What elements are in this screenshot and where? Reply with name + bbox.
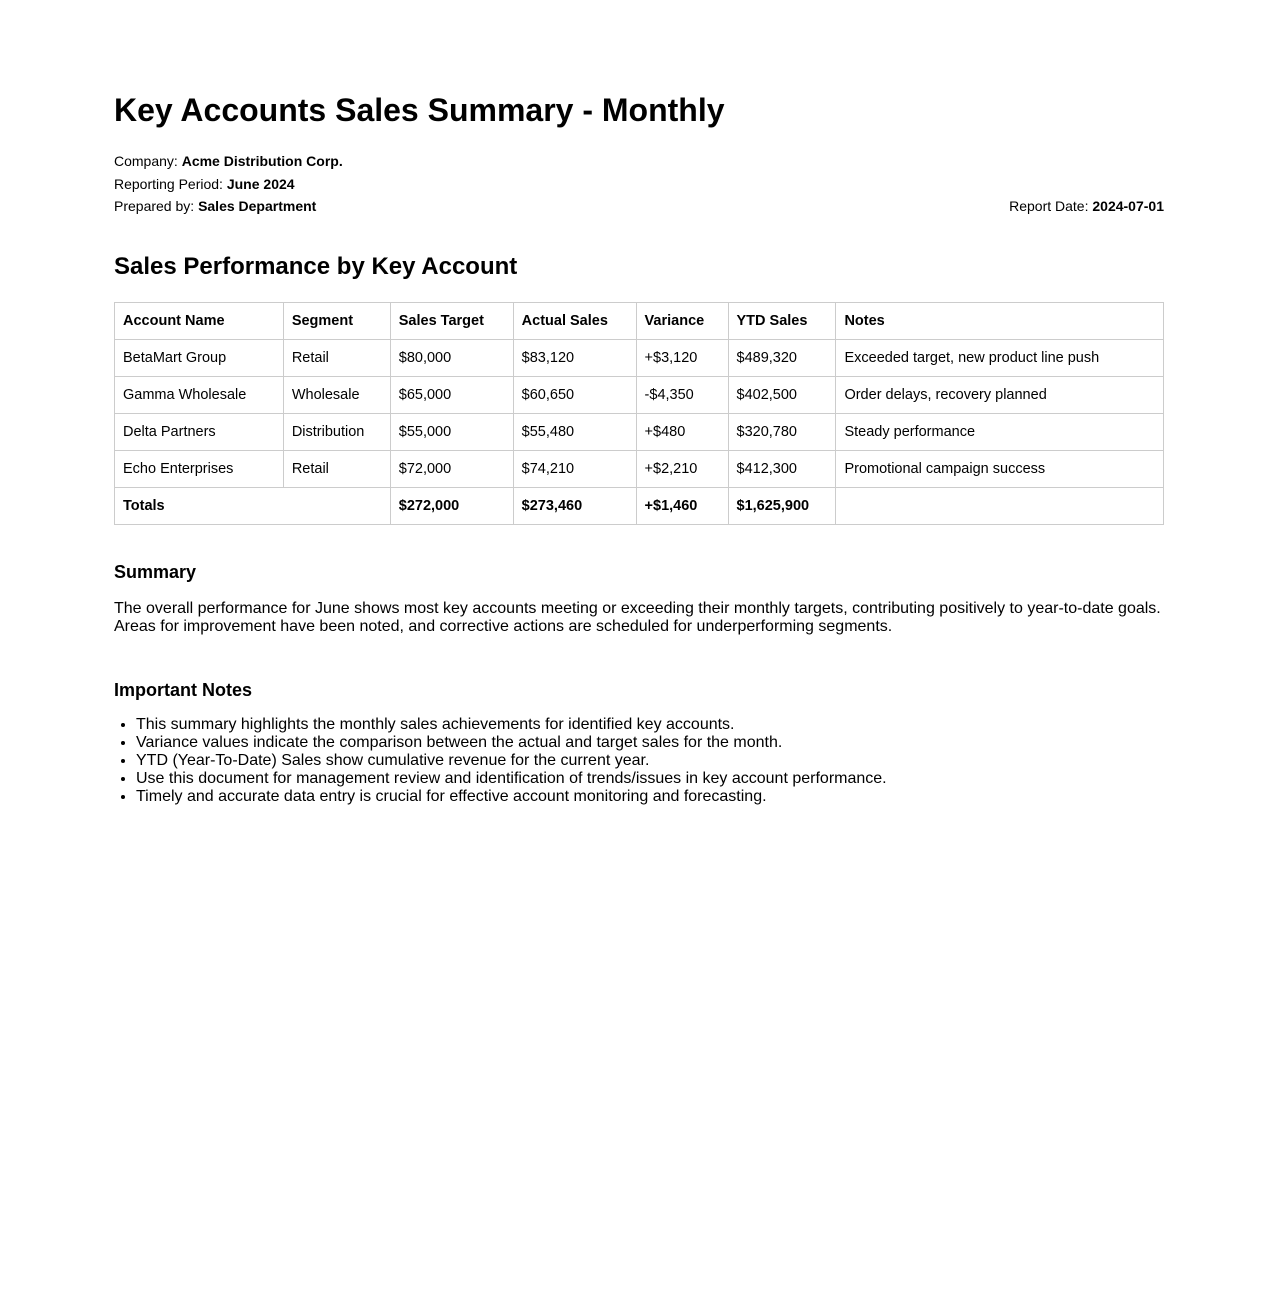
cell-ytd-sales: $489,320 — [728, 339, 836, 376]
cell-account-name: Delta Partners — [115, 413, 284, 450]
prepared-label: Prepared by: — [114, 198, 195, 214]
company-value: Acme Distribution Corp. — [181, 153, 343, 169]
period-value: June 2024 — [226, 175, 295, 192]
report-date-value: 2024-07-01 — [1092, 198, 1164, 214]
cell-actual-sales: $55,480 — [513, 413, 636, 450]
cell-sales-target: $72,000 — [390, 450, 513, 487]
totals-notes — [836, 487, 1164, 524]
table-row — [115, 376, 1164, 413]
report-date-label: Report Date: — [1009, 198, 1089, 214]
cell-account-name: Echo Enterprises — [115, 450, 284, 487]
prepared-value: Sales Department — [198, 198, 317, 214]
cell-variance: +$480 — [636, 413, 728, 450]
cell-segment: Distribution — [283, 413, 390, 450]
cell-ytd-sales: $412,300 — [728, 450, 836, 487]
cell-ytd-sales: $320,780 — [728, 413, 836, 450]
header-sales-target: Sales Target — [390, 302, 513, 339]
cell-notes: Promotional campaign success — [836, 450, 1164, 487]
period-line — [114, 173, 1164, 196]
cell-sales-target: $65,000 — [390, 376, 513, 413]
cell-sales-target: $55,000 — [390, 413, 513, 450]
page-title: Key Accounts Sales Summary - Monthly — [114, 92, 725, 128]
cell-actual-sales: $83,120 — [513, 339, 636, 376]
totals-row — [115, 487, 1164, 524]
report-meta — [114, 150, 1164, 218]
important-notes-list — [114, 716, 1164, 806]
list-item: • Timely and accurate data entry is crucial for effective account monitoring and forecasting. — [136, 788, 1164, 806]
totals-label: Totals — [115, 487, 391, 524]
header-actual-sales: Actual Sales — [513, 302, 636, 339]
cell-account-name: BetaMart Group — [115, 339, 284, 376]
totals-ytd-sales: $1,625,900 — [728, 487, 836, 524]
section-title: Sales Performance by Key Account — [114, 252, 518, 280]
prepared-line — [114, 195, 1164, 218]
table-row — [115, 450, 1164, 487]
summary-text: The overall performance for June shows most key accounts meeting or exceeding their monthly targets, contributing positively to year-to-date goals. Areas for improvement have been noted, and corrective actions are scheduled for underperforming segments. — [114, 599, 1161, 635]
period-label: Reporting Period: — [114, 175, 223, 192]
totals-variance: +$1,460 — [636, 487, 728, 524]
cell-sales-target: $80,000 — [390, 339, 513, 376]
company-label: Company: — [114, 153, 178, 169]
company-line — [114, 150, 1164, 173]
cell-segment: Wholesale — [283, 376, 390, 413]
cell-variance: +$3,120 — [636, 339, 728, 376]
totals-sales-target: $272,000 — [390, 487, 513, 524]
totals-actual-sales: $273,460 — [513, 487, 636, 524]
sales-table — [114, 302, 1164, 525]
cell-notes: Steady performance — [836, 413, 1164, 450]
header-segment: Segment — [283, 302, 390, 339]
table-row — [115, 339, 1164, 376]
cell-segment: Retail — [283, 339, 390, 376]
list-item: • YTD (Year-To-Date) Sales show cumulative revenue for the current year. — [136, 752, 1164, 770]
report-page — [114, 0, 1164, 806]
header-account-name: Account Name — [115, 302, 284, 339]
cell-variance: -$4,350 — [636, 376, 728, 413]
summary-heading: Summary — [114, 561, 197, 582]
list-item: • Use this document for management review and identification of trends/issues in key account performance. — [136, 770, 1164, 788]
cell-notes: Order delays, recovery planned — [836, 376, 1164, 413]
cell-variance: +$2,210 — [636, 450, 728, 487]
header-notes: Notes — [836, 302, 1164, 339]
table-header-row — [115, 302, 1164, 339]
header-ytd-sales: YTD Sales — [728, 302, 836, 339]
cell-account-name: Gamma Wholesale — [115, 376, 284, 413]
report-date-line — [1009, 195, 1164, 218]
cell-ytd-sales: $402,500 — [728, 376, 836, 413]
header-variance: Variance — [636, 302, 728, 339]
table-row — [115, 413, 1164, 450]
cell-segment: Retail — [283, 450, 390, 487]
list-item: • Variance values indicate the comparison between the actual and target sales for the month. — [136, 734, 1164, 752]
important-notes-heading: Important Notes — [114, 679, 253, 700]
cell-actual-sales: $74,210 — [513, 450, 636, 487]
cell-notes: Exceeded target, new product line push — [836, 339, 1164, 376]
cell-actual-sales: $60,650 — [513, 376, 636, 413]
list-item: • This summary highlights the monthly sales achievements for identified key accounts. — [136, 716, 1164, 734]
